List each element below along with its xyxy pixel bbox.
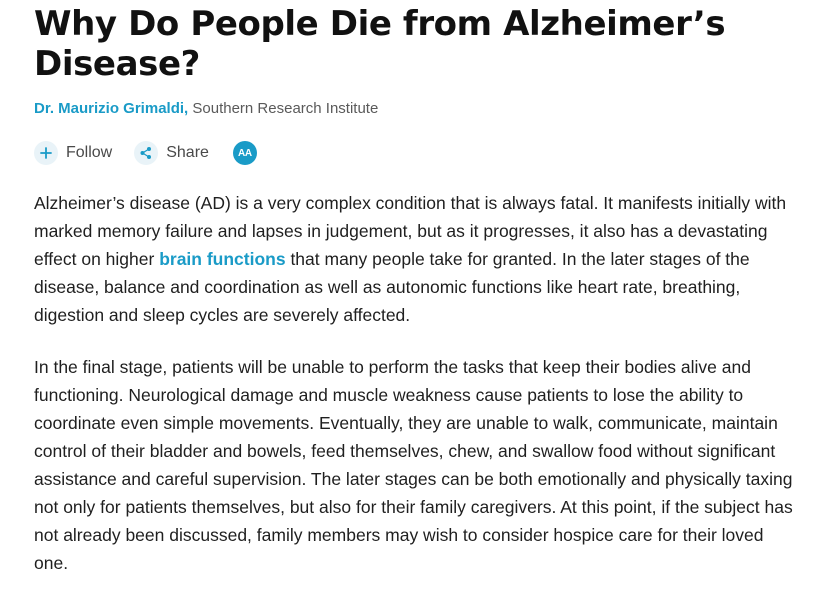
article (34, 0, 794, 601)
share-icon (134, 141, 158, 165)
plus-icon (34, 141, 58, 165)
article-body (34, 189, 794, 577)
byline (34, 99, 794, 119)
paragraph-2: In the final stage, patients will be unable to perform the tasks that keep their bodies alive and functioning. Neurological damage and muscle weakness cause patients to lose the ability to coordinate even simple movements. Eventually, they are unable to walk, communicate, maintain control of their bladder and bowels, feed themselves, chew, and swallow food without significant assistance and careful supervision. The later stages can be both emotionally and physically taxing not only for patients themselves, but also for their family caregivers. At this point, if the subject has not already been discussed, family members may wish to consider hospice care for their loved one. (34, 357, 793, 573)
paragraph-1-text-start: Alzheimer’s disease (AD) is a very complex condition that is always fatal. It manifests initially with marked memory failure and lapses in judgement, but as it progresses, it also has a devastating effect on higher (34, 193, 787, 269)
follow-button[interactable] (34, 141, 112, 165)
author-link[interactable]: Dr. Maurizio Grimaldi, (34, 100, 189, 117)
share-label: Share (166, 144, 209, 161)
text-size-button[interactable]: AA (233, 141, 257, 165)
article-title: Why Do People Die from Alzheimer’s Disease? (34, 4, 726, 84)
paragraph-1-text-end: that many people take for granted. In the later stages of the disease, balance and coordination as well as autonomic functions like heart rate, breathing, digestion and sleep cycles are severely affected. (34, 249, 750, 325)
author-affiliation: Southern Research Institute (192, 100, 379, 117)
article-actions (34, 139, 794, 167)
paragraph-1 (34, 189, 794, 329)
share-button[interactable] (134, 141, 209, 165)
brain-functions-link[interactable]: brain functions (159, 249, 286, 269)
follow-label: Follow (66, 144, 113, 161)
